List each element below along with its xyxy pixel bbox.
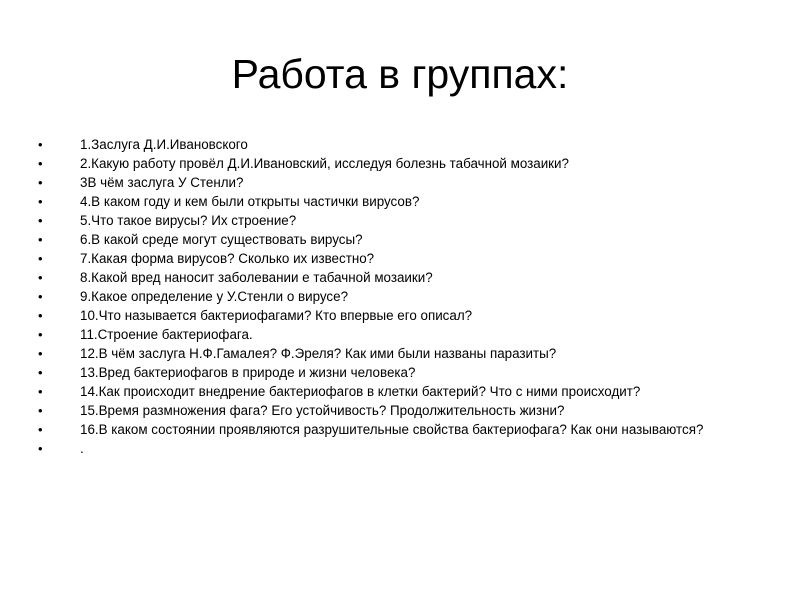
list-item-text: 1.Заслуга Д.И.Ивановского [80, 137, 248, 152]
list-item [38, 289, 738, 304]
bullet-icon: • [38, 384, 43, 399]
list-item [38, 346, 738, 361]
list-item-text: 5.Что такое вирусы? Их строение? [80, 213, 297, 228]
bullet-icon: • [38, 175, 43, 190]
list-item-text: 16.В каком состоянии проявляются разрушительные свойства бактериофага? Как они называются? [80, 422, 704, 437]
list-item [38, 137, 738, 152]
bullet-icon: • [38, 213, 43, 228]
question-list [38, 137, 738, 460]
bullet-icon: • [38, 441, 43, 456]
bullet-icon: • [38, 346, 43, 361]
bullet-icon: • [38, 403, 43, 418]
list-item [38, 365, 738, 380]
bullet-icon: • [38, 156, 43, 171]
list-item [38, 270, 738, 285]
list-item [38, 384, 738, 399]
list-item [38, 403, 738, 418]
list-item-text: 11.Строение бактериофага. [80, 327, 253, 342]
list-item [38, 422, 738, 437]
list-item-text: 3В чём заслуга У Стенли? [80, 175, 244, 190]
list-item-text: 8.Какой вред наносит заболевании е табачной мозаики? [80, 270, 433, 285]
slide-title: Работа в группах: [231, 51, 569, 97]
list-item [38, 441, 738, 456]
bullet-icon: • [38, 422, 43, 437]
list-item-text: 7.Какая форма вирусов? Сколько их известно? [80, 251, 375, 266]
bullet-icon: • [38, 137, 43, 152]
list-item [38, 232, 738, 247]
list-item-text: . [80, 441, 84, 456]
list-item-text: 10.Что называется бактериофагами? Кто впервые его описал? [80, 308, 473, 323]
bullet-icon: • [38, 289, 43, 304]
list-item [38, 156, 738, 171]
bullet-icon: • [38, 365, 43, 380]
list-item-text: 4.В каком году и кем были открыты частички вирусов? [80, 194, 420, 209]
bullet-icon: • [38, 308, 43, 323]
bullet-icon: • [38, 327, 43, 342]
list-item-text: 12.В чём заслуга Н.Ф.Гамалея? Ф.Эреля? Как ими были названы паразиты? [80, 346, 557, 361]
list-item [38, 308, 738, 323]
bullet-icon: • [38, 194, 43, 209]
bullet-icon: • [38, 270, 43, 285]
list-item-text: 2.Какую работу провёл Д.И.Ивановский, исследуя болезнь табачной мозаики? [80, 156, 569, 171]
list-item-text: 14.Как происходит внедрение бактериофагов в клетки бактерий? Что с ними происходит? [80, 384, 641, 399]
list-item-text: 13.Вред бактериофагов в природе и жизни человека? [80, 365, 416, 380]
list-item [38, 175, 738, 190]
list-item [38, 194, 738, 209]
bullet-icon: • [38, 232, 43, 247]
list-item-text: 6.В какой среде могут существовать вирусы? [80, 232, 363, 247]
list-item [38, 327, 738, 342]
bullet-icon: • [38, 251, 43, 266]
list-item [38, 251, 738, 266]
list-item-text: 15.Время размножения фага? Его устойчивость? Продолжительность жизни? [80, 403, 565, 418]
list-item-text: 9.Какое определение у У.Стенли о вирусе? [80, 289, 349, 304]
list-item [38, 213, 738, 228]
